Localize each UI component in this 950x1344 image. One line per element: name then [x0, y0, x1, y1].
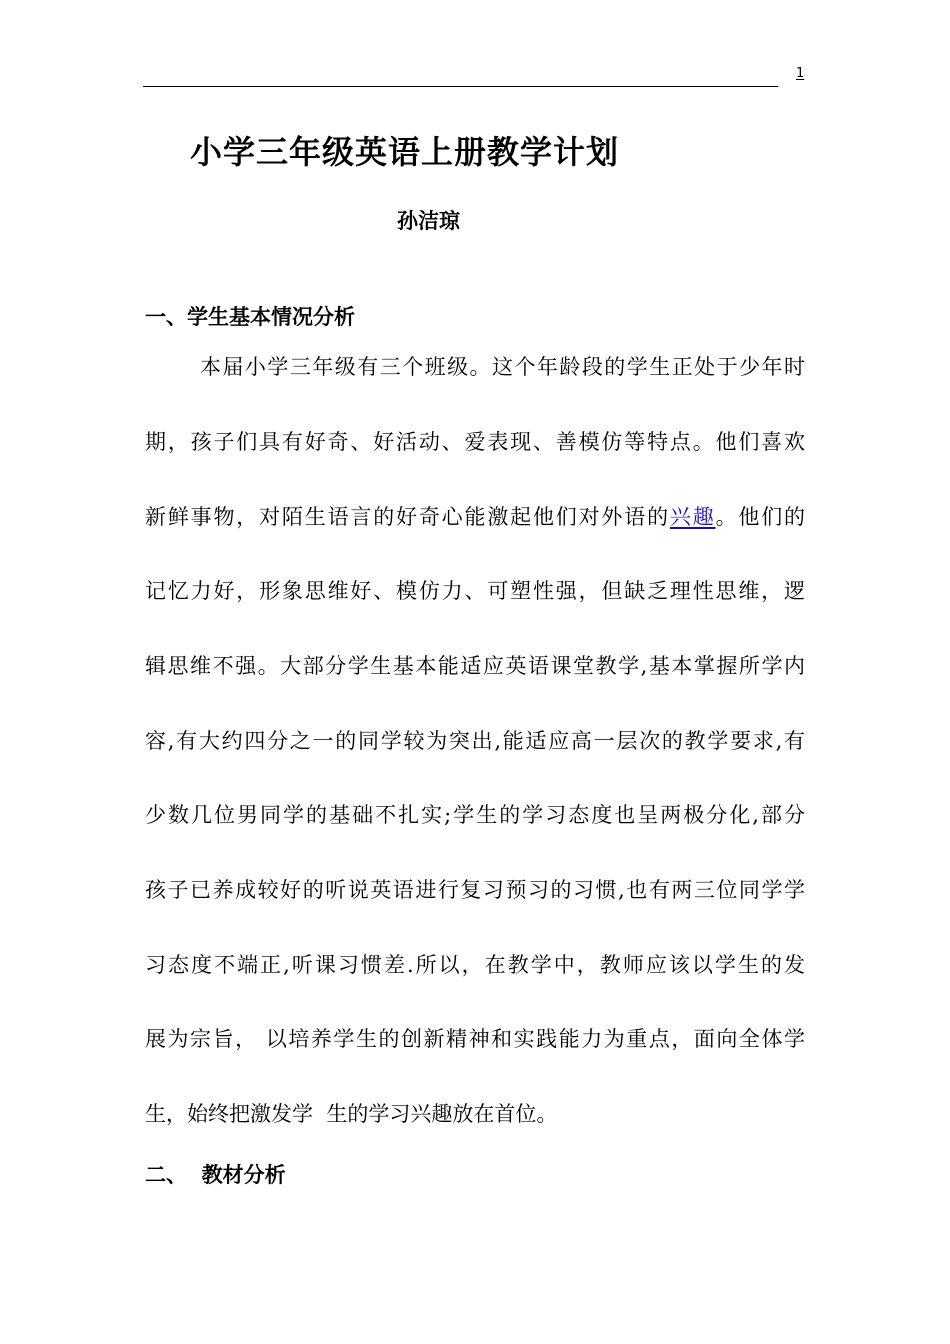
- header-rule: [143, 86, 778, 87]
- paragraph-line: 辑思维不强。大部分学生基本能适应英语课堂教学,基本掌握所学内: [145, 654, 805, 678]
- interest-link[interactable]: 兴趣: [669, 505, 716, 529]
- paragraph-text: 新鲜事物，对陌生语言的好奇心能激起他们对外语的: [145, 505, 670, 529]
- page-number: 1: [796, 66, 805, 81]
- paragraph-line: 展为宗旨， 以培养学生的创新精神和实践能力为重点，面向全体学: [145, 1027, 805, 1051]
- document-author: 孙洁琼: [397, 209, 460, 233]
- paragraph-line: 生，始终把激发学 生的学习兴趣放在首位。: [145, 1102, 558, 1126]
- paragraph-line: 孩子已养成较好的听说英语进行复习预习的习惯,也有两三位同学学: [145, 878, 805, 902]
- paragraph-line: 容,有大约四分之一的同学较为突出,能适应高一层次的教学要求,有: [145, 729, 805, 753]
- paragraph-text: 。他们的: [715, 505, 806, 529]
- section-heading-student-analysis: 一、学生基本情况分析: [145, 305, 355, 329]
- paragraph-line: 习态度不端正,听课习惯差.所以，在教学中，教师应该以学生的发: [145, 953, 805, 977]
- document-title: 小学三年级英语上册教学计划: [190, 133, 620, 171]
- paragraph-line-with-link: [145, 502, 805, 532]
- section-heading-textbook-analysis: 二、 教材分析: [145, 1163, 286, 1187]
- paragraph-line: 本届小学三年级有三个班级。这个年龄段的学生正处于少年时: [200, 355, 805, 379]
- paragraph-line: 少数几位男同学的基础不扎实;学生的学习态度也呈两极分化,部分: [145, 803, 805, 827]
- paragraph-line: 期，孩子们具有好奇、好活动、爱表现、善模仿等特点。他们喜欢: [145, 430, 805, 454]
- paragraph-line: 记忆力好，形象思维好、模仿力、可塑性强，但缺乏理性思维，逻: [145, 579, 805, 603]
